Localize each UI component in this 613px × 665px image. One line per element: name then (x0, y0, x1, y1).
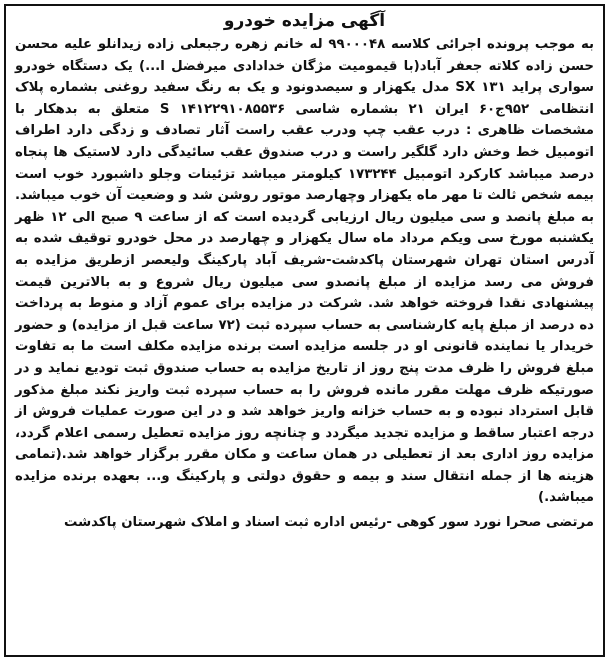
auction-notice (4, 4, 605, 657)
notice-title: آگهی مزایده خودرو (223, 11, 386, 31)
notice-body: به موجب پرونده اجرائی کلاسه ۹۹۰۰۰۴۸ له خانم زهره رجبعلی زاده زیدانلو علیه محسن حسن زاده کلاته جعفر آباد(با قیمومیت مژگان خدادادی میرفضل ا...) یک دستگاه خودرو سواری پراید ۱۳۱ SX مدل یکهزار و سیصدونود و یک به رنگ سفید روغنی بشماره پلاک انتظامی ۹۵۲ج۶۰ ایران ۲۱ بشماره شاسی S ۱۴۱۲۲۹۱۰۸۵۵۳۶ متعلق به بدهکار با مشخصات ظاهری : درب عقب چپ ودرب عقب راست آثار تصادف و زدگی دارد اطراف اتومبیل خط وخش دارد گلگیر راست و درب صندوق عقب سائیدگی دارد لاستیک ها پنجاه درصد میباشد کارکرد اتومبیل ۱۷۳۲۴۴ کیلومتر میباشد تزئینات وجلو داشبورد خوب است بیمه شخص ثالث تا مهر ماه یکهزار وچهارصد موتور روشن شد و وضعیت آن خوب میباشد. به مبلغ پانصد و سی میلیون ریال ارزیابی گردیده است که از ساعت ۹ صبح الی ۱۲ ظهر یکشنبه مورخ سی ویکم مرداد ماه سال یکهزار و چهارصد در محل خودرو توقیف شده به آدرس استان تهران شهرستان پاکدشت-شریف آباد پارکینگ ولیعصر ازطریق مزایده به فروش می رسد مزایده از مبلغ پانصدو سی میلیون ریال شروع و به بالاترین قیمت پیشنهادی نقدا فروخته خواهد شد. شرکت در مزایده برای عموم آزاد و منوط به پرداخت ده درصد از مبلغ پایه کارشناسی به حساب سپرده ثبت (۷۲ ساعت قبل از مزایده) و حضور خریدار یا نماینده قانونی او در جلسه مزایده است برنده مزایده مکلف است ما به تفاوت مبلغ فروش را ظرف مدت پنج روز از تاریخ مزایده به حساب صندوق ثبت تودیع نماید و در صورتیکه ظرف مهلت مقرر مانده فروش را به حساب سپرده ثبت واریز نکند مبلغ مذکور قابل استرداد نبوده و به حساب خزانه واریز خواهد شد و در این صورت عملیات فروش از درجه اعتبار ساقط و مزایده تجدید میگردد و چنانچه روز مزایده تعطیل رسمی اعلام گردد، مزایده روز اداری بعد از تعطیلی در همان ساعت و مکان مقرر برگزار خواهد شد.(تمامی هزینه ها از جمله انتقال سند و بیمه و حقوق دولتی و پارکینگ و... بعهده برنده مزایده میباشد.) (15, 37, 594, 506)
notice-signature: مرتضی صحرا نورد سور کوهی -رئیس اداره ثبت اسناد و املاک شهرستان پاکدشت (64, 515, 594, 531)
